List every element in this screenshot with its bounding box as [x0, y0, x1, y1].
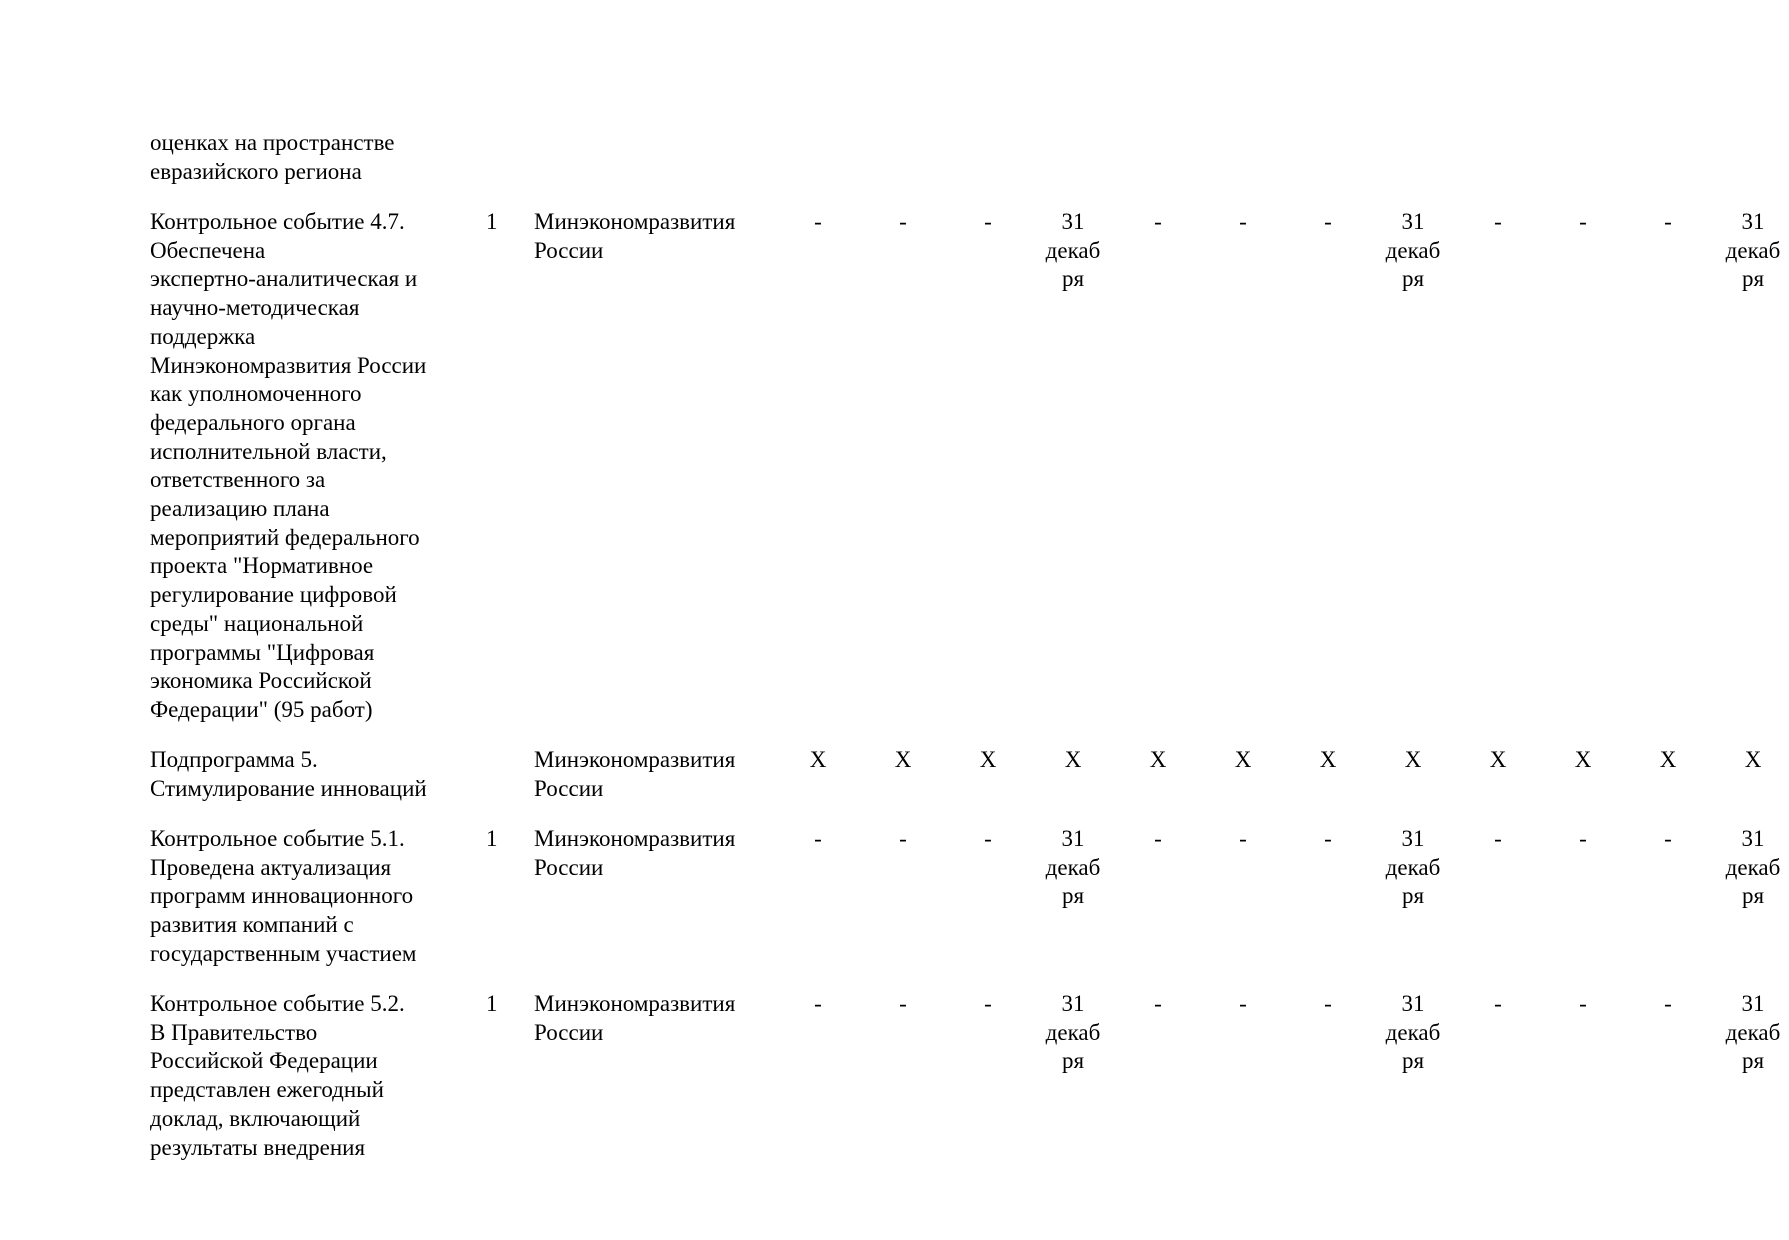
quarter-cell-line: ря: [1741, 1048, 1765, 1074]
quarter-cell-line: -: [984, 209, 992, 234]
quarter-cell-line: ря: [1061, 266, 1085, 292]
quarter-cell-line: -: [899, 209, 907, 234]
quarter-cell: [1547, 746, 1619, 775]
quarter-cell: [1207, 825, 1279, 854]
subprogram-name: Подпрограмма 5. Стимулирование инноваций: [150, 747, 427, 801]
quarter-cell-line: -: [1154, 209, 1162, 234]
quarter-cell-line: X: [1574, 747, 1592, 772]
quarter-cell: [1037, 825, 1109, 911]
quarter-cell-line: X: [1149, 747, 1167, 772]
quarter-cell-line: -: [814, 209, 822, 234]
quarter-cell-line: -: [1324, 991, 1332, 1016]
quarter-cell-line: ря: [1741, 883, 1765, 909]
responsible-executor: Минэкономразвития России: [534, 209, 736, 263]
quarter-cell-line: X: [809, 747, 827, 772]
quarter-cell: [1037, 990, 1109, 1076]
quarter-cell-line: декаб: [1045, 1019, 1101, 1045]
quarter-cell-line: -: [1494, 991, 1502, 1016]
quarter-cell: [1547, 825, 1619, 854]
quarter-cell-line: ря: [1401, 266, 1425, 292]
quarter-cell: [1547, 990, 1619, 1019]
quarter-cell: [867, 990, 939, 1019]
quarter-cell-line: X: [1234, 747, 1252, 772]
quarter-cell: [867, 208, 939, 237]
quarter-cell-line: -: [1664, 991, 1672, 1016]
quarter-cell-line: 31: [1061, 991, 1085, 1016]
quarter-cell-line: -: [899, 826, 907, 851]
quarter-cell-line: X: [1319, 747, 1337, 772]
quarter-cell: [1037, 746, 1109, 775]
quarter-cell-line: 31: [1401, 991, 1425, 1016]
quarter-cell: [867, 825, 939, 854]
quarter-cell-line: -: [1494, 826, 1502, 851]
quarter-cell-line: -: [1239, 209, 1247, 234]
quarter-cell: [1122, 825, 1194, 854]
quarter-cell-line: X: [894, 747, 912, 772]
quarter-cell: [952, 746, 1024, 775]
quarter-cell: [952, 990, 1024, 1019]
quarter-cell-line: X: [1744, 747, 1762, 772]
quarter-cell: [952, 825, 1024, 854]
quarter-cell: [1292, 825, 1364, 854]
quarter-cell: [1632, 825, 1704, 854]
quarter-cell-line: -: [1579, 991, 1587, 1016]
event-name: Контрольное событие 5.1. Проведена актуализация программ инновационного развития компаний с государственным участием: [150, 826, 417, 966]
quarter-cell-line: 31: [1741, 991, 1765, 1016]
quarter-cell-line: 31: [1061, 826, 1085, 851]
quarter-cell-line: декаб: [1385, 1019, 1441, 1045]
quarter-cell: [1377, 825, 1449, 911]
quarter-cell: [1462, 825, 1534, 854]
quarter-cell-line: X: [979, 747, 997, 772]
quarter-cell: [1632, 990, 1704, 1019]
event-name: Контрольное событие 5.2. В Правительство Российской Федерации представлен ежегодный доклад, включающий результаты внедрения: [150, 991, 405, 1160]
responsible-executor: Минэкономразвития России: [534, 747, 736, 801]
quarter-cell-line: X: [1489, 747, 1507, 772]
quarter-cell-line: -: [1579, 209, 1587, 234]
quarter-cell: [1717, 825, 1789, 911]
quarter-cell-line: декаб: [1725, 237, 1781, 263]
quarter-cell-line: 31: [1401, 826, 1425, 851]
quarter-cell: [1292, 208, 1364, 237]
quarter-cell-line: 31: [1401, 209, 1425, 234]
quarter-cell: [1207, 208, 1279, 237]
quarter-cell-line: ря: [1741, 266, 1765, 292]
quarter-cell-line: X: [1659, 747, 1677, 772]
quarter-cell-line: ря: [1401, 883, 1425, 909]
quarter-cell-line: X: [1404, 747, 1422, 772]
quarter-cell-line: 31: [1741, 209, 1765, 234]
event-name: оценках на пространстве евразийского региона: [150, 130, 395, 184]
quarter-cell-line: -: [984, 826, 992, 851]
quarter-cell: [1547, 208, 1619, 237]
quarter-cell-line: -: [1324, 209, 1332, 234]
responsible-executor: Минэкономразвития России: [534, 991, 736, 1045]
event-name: Контрольное событие 4.7. Обеспечена экспертно-аналитическая и научно-методическая поддержка Минэкономразвития России как уполномоченного федерального органа исполнительной власти, ответственного за реализацию плана мероприятий федерального проекта "Нормативное регулирование цифровой среды" национальной программы "Цифровая экономика Российской Федерации" (95 работ): [150, 209, 427, 722]
quarter-cell: [1377, 990, 1449, 1076]
quarter-cell-line: -: [1664, 209, 1672, 234]
quarter-cell-line: -: [899, 991, 907, 1016]
quarter-cell: [1462, 208, 1534, 237]
quarter-cell: [782, 746, 854, 775]
quarter-cell: [1292, 746, 1364, 775]
quarter-cell: [867, 746, 939, 775]
quarter-cell-line: -: [1154, 826, 1162, 851]
quarter-cell: [1037, 208, 1109, 294]
quarter-cell: [1207, 746, 1279, 775]
quarter-cell-line: декаб: [1385, 237, 1441, 263]
quarter-cell-line: ря: [1401, 1048, 1425, 1074]
event-number: 1: [486, 991, 498, 1016]
quarter-cell-line: декаб: [1045, 854, 1101, 880]
quarter-cell: [1632, 208, 1704, 237]
quarter-cell-line: ря: [1061, 883, 1085, 909]
quarter-cell-line: ря: [1061, 1048, 1085, 1074]
quarter-cell-line: -: [1664, 826, 1672, 851]
event-number: 1: [486, 826, 498, 851]
quarter-cell: [1377, 208, 1449, 294]
quarter-cell: [1462, 990, 1534, 1019]
quarter-cell: [1122, 746, 1194, 775]
quarter-cell-line: -: [1239, 991, 1247, 1016]
quarter-cell: [1207, 990, 1279, 1019]
quarter-cell-line: декаб: [1725, 1019, 1781, 1045]
quarter-cell-line: X: [1064, 747, 1082, 772]
quarter-cell-line: -: [1324, 826, 1332, 851]
quarter-cell-line: 31: [1741, 826, 1765, 851]
quarter-cell: [1462, 746, 1534, 775]
quarter-cell-line: 31: [1061, 209, 1085, 234]
quarter-cell-line: декаб: [1045, 237, 1101, 263]
quarter-cell-line: -: [814, 991, 822, 1016]
quarter-cell-line: -: [984, 991, 992, 1016]
quarter-cell: [1717, 990, 1789, 1076]
quarter-cell: [1632, 746, 1704, 775]
quarter-cell: [782, 990, 854, 1019]
responsible-executor: Минэкономразвития России: [534, 826, 736, 880]
quarter-cell: [1292, 990, 1364, 1019]
quarter-cell-line: -: [1494, 209, 1502, 234]
quarter-cell: [1122, 208, 1194, 237]
quarter-cell: [952, 208, 1024, 237]
event-number: 1: [486, 209, 498, 234]
quarter-cell: [782, 208, 854, 237]
quarter-cell: [1122, 990, 1194, 1019]
quarter-cell-line: -: [1154, 991, 1162, 1016]
quarter-cell: [1717, 208, 1789, 294]
quarter-cell: [782, 825, 854, 854]
quarter-cell: [1377, 746, 1449, 775]
quarter-cell-line: -: [814, 826, 822, 851]
quarter-cell-line: декаб: [1725, 854, 1781, 880]
quarter-cell-line: -: [1239, 826, 1247, 851]
quarter-cell: [1717, 746, 1789, 775]
quarter-cell-line: декаб: [1385, 854, 1441, 880]
quarter-cell-line: -: [1579, 826, 1587, 851]
